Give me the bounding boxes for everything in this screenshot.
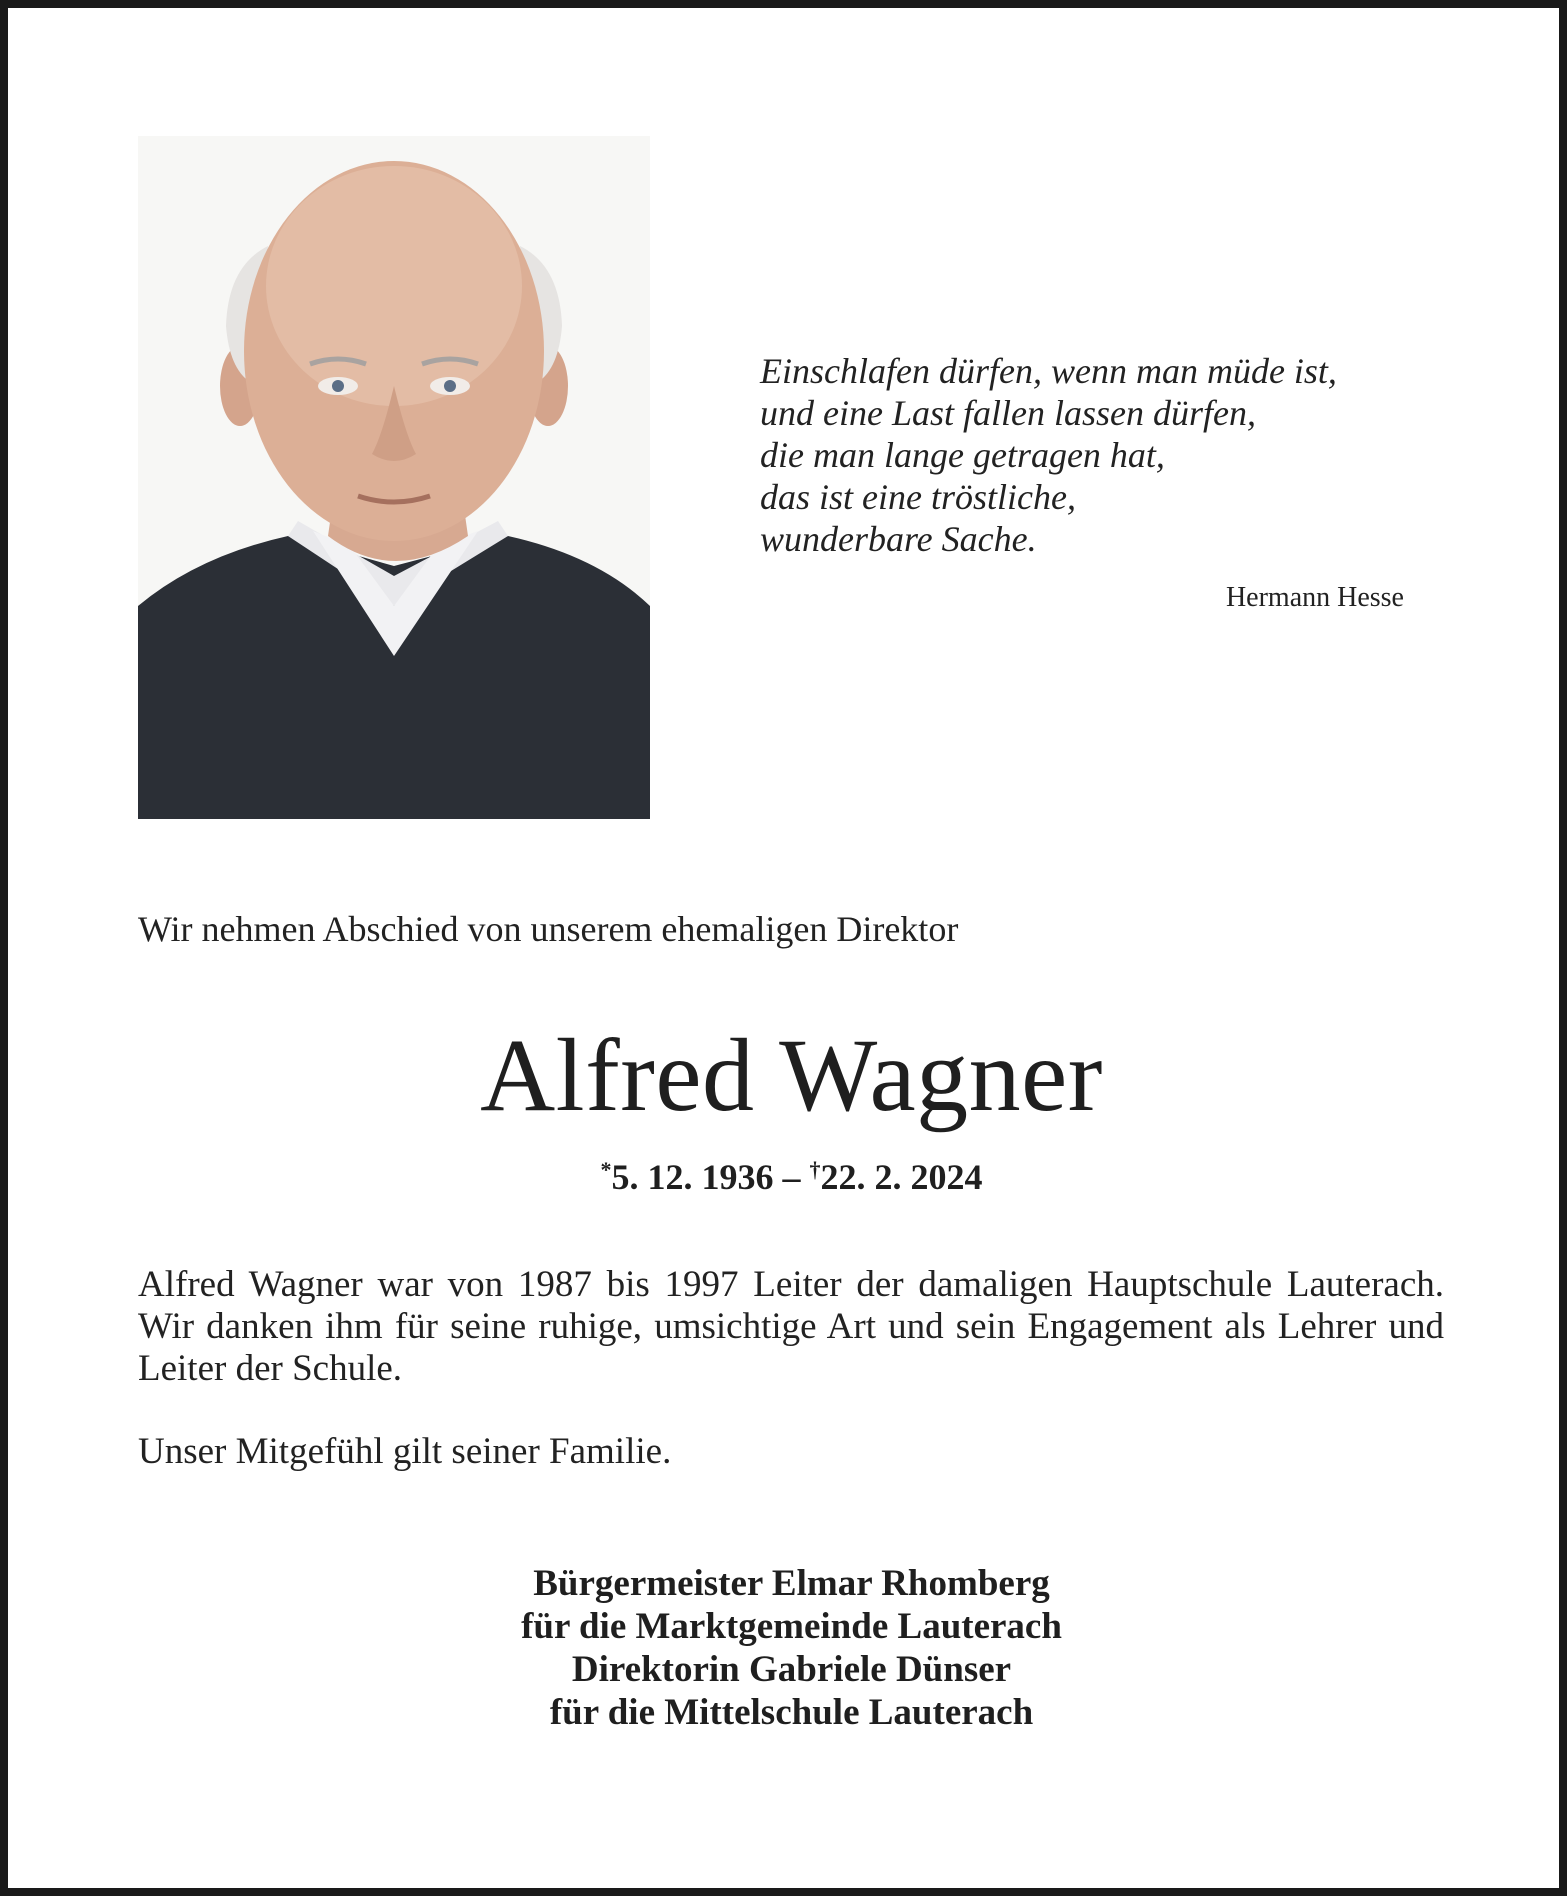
- portrait-illustration: [138, 136, 650, 819]
- sympathy-line: Unser Mitgefühl gilt seiner Familie.: [138, 1431, 672, 1472]
- quote-block: [760, 350, 1460, 560]
- birth-date: 5. 12. 1936: [611, 1157, 774, 1197]
- date-separator: –: [773, 1157, 810, 1197]
- signers-block: [8, 1562, 1567, 1734]
- signer-line: Bürgermeister Elmar Rhomberg: [533, 1563, 1050, 1604]
- life-dates: [8, 1156, 1567, 1198]
- death-date: 22. 2. 2024: [820, 1157, 983, 1197]
- quote-line: das ist eine tröstliche,: [760, 477, 1076, 517]
- quote-line: die man lange getragen hat,: [760, 435, 1165, 475]
- signer-line: für die Marktgemeinde Lauterach: [521, 1606, 1062, 1647]
- quote-line: und eine Last fallen lassen dürfen,: [760, 393, 1256, 433]
- farewell-intro: Wir nehmen Abschied von unserem ehemaligen Direktor: [138, 909, 959, 949]
- quote-line: Einschlafen dürfen, wenn man müde ist,: [760, 351, 1337, 391]
- signer-line: Direktorin Gabriele Dünser: [571, 1649, 1012, 1690]
- quote-author: Hermann Hesse: [1225, 582, 1404, 613]
- deceased-name: Alfred Wagner: [480, 1018, 1103, 1133]
- death-symbol: †: [809, 1157, 821, 1182]
- birth-symbol: *: [600, 1157, 612, 1182]
- signer-line: für die Mittelschule Lauterach: [549, 1692, 1034, 1733]
- portrait-photo: [138, 136, 650, 819]
- quote-line: wunderbare Sache.: [760, 519, 1037, 559]
- biography-paragraph: Alfred Wagner war von 1987 bis 1997 Leiter der damaligen Hauptschule Lauterach. Wir danken ihm für seine ruhige, umsichtige Art und sein Engagement als Lehrer und Leiter der Schule.: [138, 1264, 1444, 1389]
